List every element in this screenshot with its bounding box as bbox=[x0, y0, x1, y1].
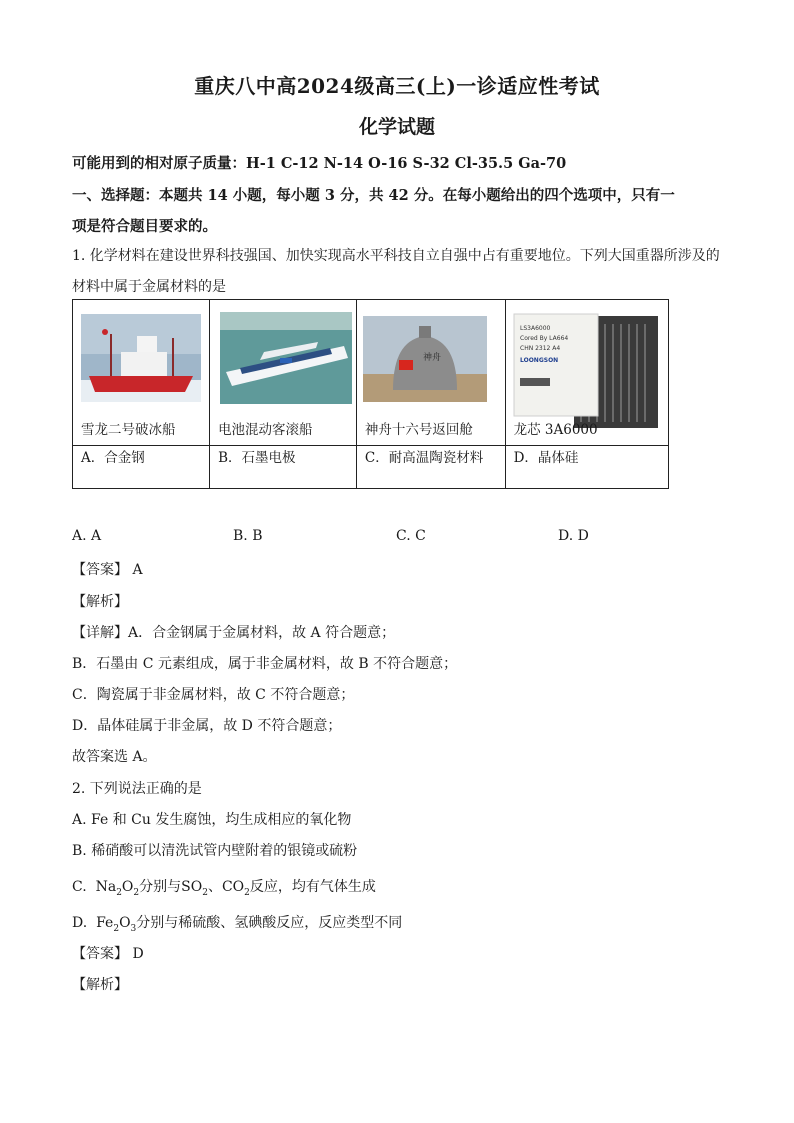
option-cell-a: A．合金钢 bbox=[73, 446, 210, 489]
ferry-ship-image bbox=[220, 312, 352, 404]
chip-text-brand: LOONGSON bbox=[519, 357, 558, 364]
q1-analysis-label: 【解析】 bbox=[72, 594, 128, 610]
caption-capsule: 神舟十六号返回舱 bbox=[364, 422, 473, 438]
section1-instructions-line1: 一、选择题：本题共 14 小题，每小题 3 分，共 42 分。在每小题给出的四个选项中，只有一 bbox=[72, 187, 675, 204]
q1-choice-d: D. D bbox=[558, 528, 589, 544]
return-capsule-image bbox=[363, 316, 487, 402]
option-cell-b: B．石墨电极 bbox=[210, 446, 357, 489]
icebreaker-ship-image bbox=[81, 314, 201, 402]
answer-label: 【答案】 bbox=[72, 946, 128, 962]
q1-detail-line3: C．陶瓷属于非金属材料，故 C 不符合题意； bbox=[72, 687, 355, 703]
table-cell-ferry bbox=[210, 300, 357, 446]
option-cell-d: D．晶体硅 bbox=[505, 446, 668, 489]
table-cell-capsule bbox=[356, 300, 505, 446]
q1-materials-table bbox=[72, 299, 669, 489]
exam-title: 重庆八中高2024级高三(上)一诊适应性考试 bbox=[194, 74, 600, 98]
q1-choice-c: C. C bbox=[396, 528, 426, 544]
q2-stem: 2. 下列说法正确的是 bbox=[72, 781, 202, 797]
formula-na2o2: $Na_2O_2$ bbox=[95, 879, 140, 898]
q1-choice-b: B. B bbox=[233, 528, 263, 544]
q1-detail-line1 bbox=[72, 622, 395, 642]
answer-label: 【答案】 bbox=[72, 562, 128, 578]
q2-option-d: D. $Fe_2O_3$分别与稀硫酸、氢碘酸反应，反应类型不同 bbox=[72, 915, 403, 934]
caption-icebreaker: 雪龙二号破冰船 bbox=[81, 422, 176, 438]
q2-option-c: C. $Na_2O_2$分别与$SO_2$、$CO_2$反应，均有气体生成 bbox=[72, 879, 376, 898]
q1-detail-line2: B．石墨由 C 元素组成，属于非金属材料，故 B 不符合题意； bbox=[72, 656, 458, 672]
q2-analysis-label: 【解析】 bbox=[72, 977, 128, 993]
formula-so2: $SO_2$ bbox=[181, 879, 208, 898]
q1-conclusion: 故答案选 A。 bbox=[72, 749, 157, 765]
q1-choice-a: A. A bbox=[72, 528, 102, 544]
formula-co2: $CO_2$ bbox=[221, 879, 250, 898]
capsule-label: 神舟 bbox=[422, 353, 441, 363]
caption-chip: 龙芯 3A6000 bbox=[513, 422, 598, 438]
exam-subtitle: 化学试题 bbox=[358, 116, 435, 138]
chip-text-core: Cored By LA664 bbox=[519, 335, 568, 342]
formula-fe2o3: $Fe_2O_3$ bbox=[96, 915, 137, 934]
detail-text: A．合金钢属于金属材料，故 A 符合题意； bbox=[128, 625, 396, 641]
table-cell-chip bbox=[505, 300, 668, 446]
detail-label: 【详解】 bbox=[72, 625, 128, 641]
table-cell-icebreaker bbox=[73, 300, 210, 446]
answer-value: D bbox=[132, 946, 144, 962]
caption-ferry: 电池混动客滚船 bbox=[218, 422, 313, 438]
q1-stem-line2: 材料中属于金属材料的是 bbox=[72, 279, 226, 295]
chip-text-model: LS3A6000 bbox=[519, 325, 550, 332]
q2-answer bbox=[72, 943, 144, 963]
q2-option-a: A. Fe 和 Cu 发生腐蚀，均生成相应的氧化物 bbox=[72, 812, 352, 828]
q1-answer bbox=[72, 559, 143, 579]
q2-option-b: B. 稀硝酸可以清洗试管内壁附着的银镜或硫粉 bbox=[72, 843, 358, 859]
answer-value: A bbox=[132, 562, 143, 578]
section1-instructions-line2: 项是符合题目要求的。 bbox=[72, 218, 217, 235]
atomic-masses: 可能用到的相对原子质量：H-1 C-12 N-14 O-16 S-32 Cl-35.5 Ga-70 bbox=[72, 155, 567, 172]
q1-detail-line4: D．晶体硅属于非金属，故 D 不符合题意； bbox=[72, 718, 342, 734]
chip-text-lot: CHN 2312 A4 bbox=[519, 345, 560, 352]
q1-stem-line1: 1. 化学材料在建设世界科技强国、加快实现高水平科技自立自强中占有重要地位。下列大国重器所涉及的 bbox=[72, 248, 720, 264]
option-cell-c: C．耐高温陶瓷材料 bbox=[356, 446, 505, 489]
loongson-chip-image bbox=[512, 312, 660, 432]
